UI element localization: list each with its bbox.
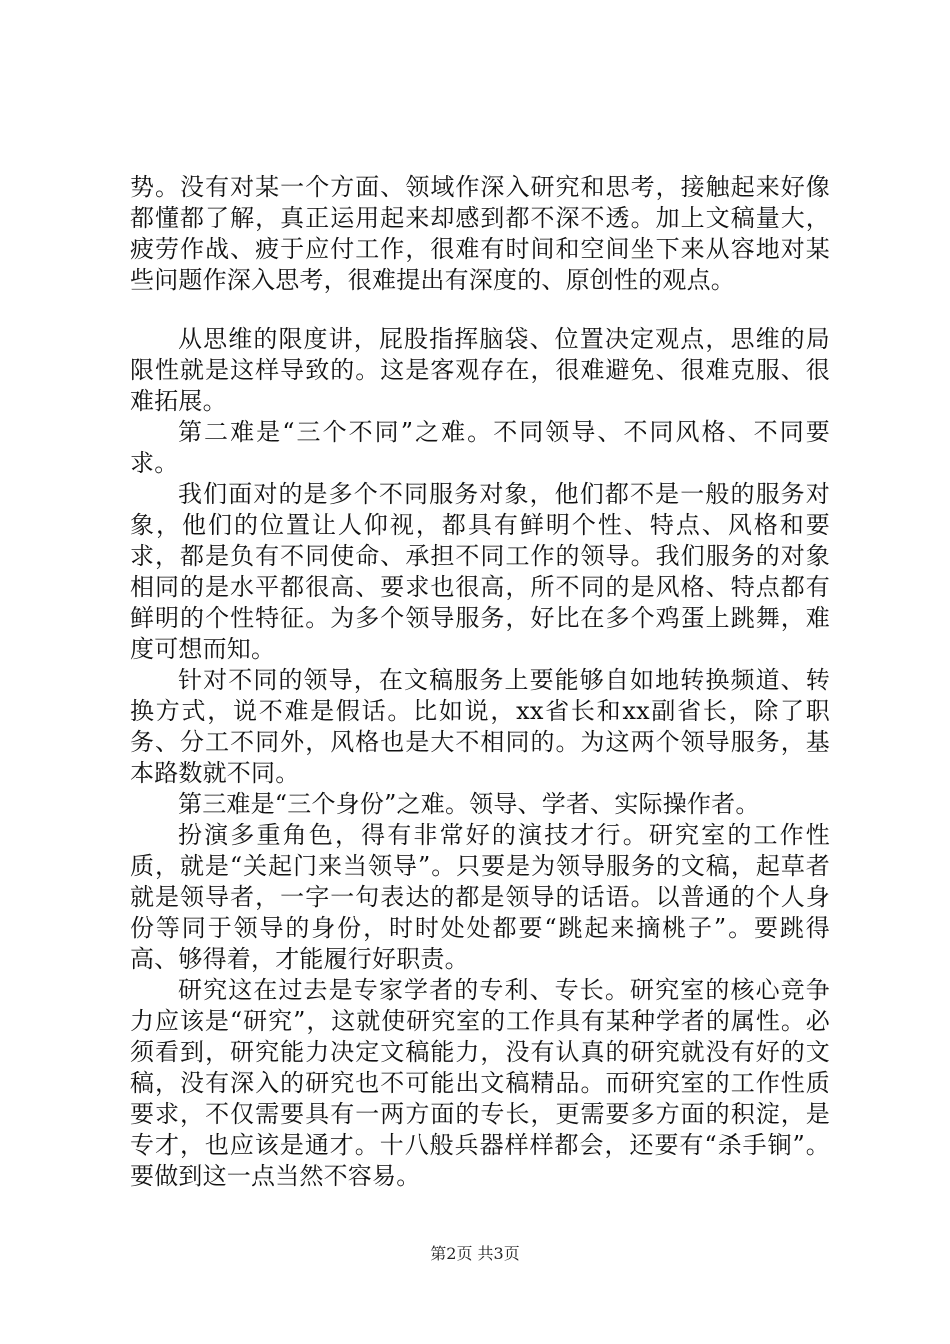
paragraph-service-objects: 我们面对的是多个不同服务对象，他们都不是一般的服务对象，他们的位置让人仰视，都具有鲜明个性、特点、风格和要求，都是负有不同使命、承担不同工作的领导。我们服务的对象相同的是水平都很高、要求也很高，所不同的是风格、特点都有鲜明的个性特征。为多个领导服务，好比在多个鸡蛋上跳舞，难度可想而知。 <box>130 480 830 663</box>
paragraph-third-difficulty: 第三难是“三个身份”之难。领导、学者、实际操作者。 <box>178 790 760 818</box>
paragraph-continuation: 势。没有对某一个方面、领域作深入研究和思考，接触起来好像都懂都了解，真正运用起来却感到都不深不透。加上文稿量大，疲劳作战、疲于应付工作，很难有时间和空间坐下来从容地对某些问题作深入思考，很难提出有深度的、原创性的观点。 <box>130 173 830 294</box>
paragraph-research: 研究这在过去是专家学者的专利、专长。研究室的核心竞争力应该是“研究”，这就使研究室的工作具有某种学者的属性。必须看到，研究能力决定文稿能力，没有认真的研究就没有好的文稿，没有深入的研究也不可能出文稿精品。而研究室的工作性质要求，不仅需要具有一两方面的专长，更需要多方面的积淀，是专才，也应该是通才。十八般兵器样样都会，还要有“杀手锏”。要做到这一点当然不容易。 <box>130 976 830 1190</box>
paragraph-different-leaders: 针对不同的领导，在文稿服务上要能够自如地转换频道、转换方式，说不难是假话。比如说，xx省长和xx副省长，除了职务、分工不同外，风格也是大不相同的。为这两个领导服务，基本路数就不同。 <box>130 666 830 787</box>
paragraph-thinking-limits: 从思维的限度讲，屁股指挥脑袋、位置决定观点，思维的局限性就是这样导致的。这是客观存在，很难避免、很难克服、很难拓展。 <box>130 325 830 415</box>
paragraph-multiple-roles: 扮演多重角色，得有非常好的演技才行。研究室的工作性质，就是“关起门来当领导”。只要是为领导服务的文稿，起草者就是领导者，一字一句表达的都是领导的话语。以普通的个人身份等同于领导的身份，时时处处都要“跳起来摘桃子”。要跳得高、够得着，才能履行好职责。 <box>130 821 830 973</box>
page-number-footer: 第2页 共3页 <box>430 1244 520 1263</box>
document-body <box>130 172 830 1192</box>
paragraph-second-difficulty: 第二难是“三个不同”之难。不同领导、不同风格、不同要求。 <box>130 418 830 477</box>
